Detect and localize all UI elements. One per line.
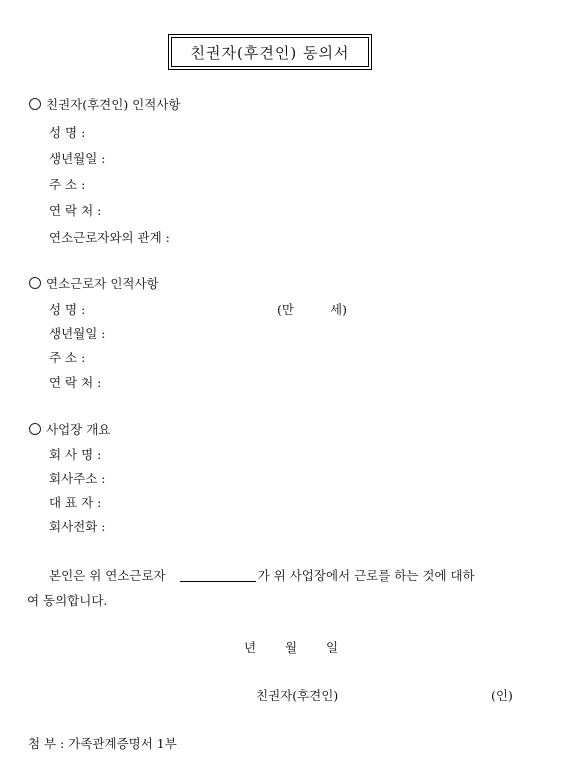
section-heading-minor: 연소근로자 인적사항	[29, 274, 159, 292]
minor-address-field: 주 소 :	[49, 350, 86, 365]
consent-line-1: 본인은 위 연소근로자 가 위 사업장에서 근로를 하는 것에 대하	[49, 568, 475, 583]
circle-bullet-icon	[29, 98, 41, 110]
section-heading-workplace: 사업장 개요	[29, 420, 110, 438]
minor-name-blank	[180, 569, 256, 582]
circle-bullet-icon	[29, 423, 41, 435]
minor-contact-field: 연 락 처 :	[49, 375, 102, 390]
company-address-field: 회사주소 :	[49, 471, 106, 486]
document-title: 친권자(후견인) 동의서	[171, 37, 369, 67]
company-name-field: 회 사 명 :	[49, 447, 102, 462]
company-phone-field: 회사전화 :	[49, 519, 106, 534]
section-heading-guardian: 친권자(후견인) 인적사항	[29, 95, 180, 113]
guardian-relationship-field: 연소근로자와의 관계 :	[49, 230, 170, 245]
attachment-note: 첨 부 : 가족관계증명서 1부	[28, 736, 177, 751]
circle-bullet-icon	[29, 277, 41, 289]
consent-line-2: 여 동의합니다.	[27, 593, 108, 608]
minor-name-field: 성 명 :	[49, 302, 86, 317]
company-ceo-field: 대 표 자 :	[49, 495, 102, 510]
guardian-contact-field: 연 락 처 :	[49, 203, 102, 218]
date-year-label: 년	[244, 640, 257, 655]
guardian-name-field: 성 명 :	[49, 125, 86, 140]
seal-mark: (인)	[491, 688, 513, 703]
guardian-birthdate-field: 생년월일 :	[49, 151, 106, 166]
minor-age-close: 세)	[330, 302, 347, 317]
date-month-label: 월	[285, 640, 298, 655]
signer-label: 친권자(후견인)	[256, 688, 339, 703]
minor-age-open: (만	[277, 302, 294, 317]
minor-birthdate-field: 생년월일 :	[49, 326, 106, 341]
guardian-address-field: 주 소 :	[49, 177, 86, 192]
date-day-label: 일	[326, 640, 339, 655]
